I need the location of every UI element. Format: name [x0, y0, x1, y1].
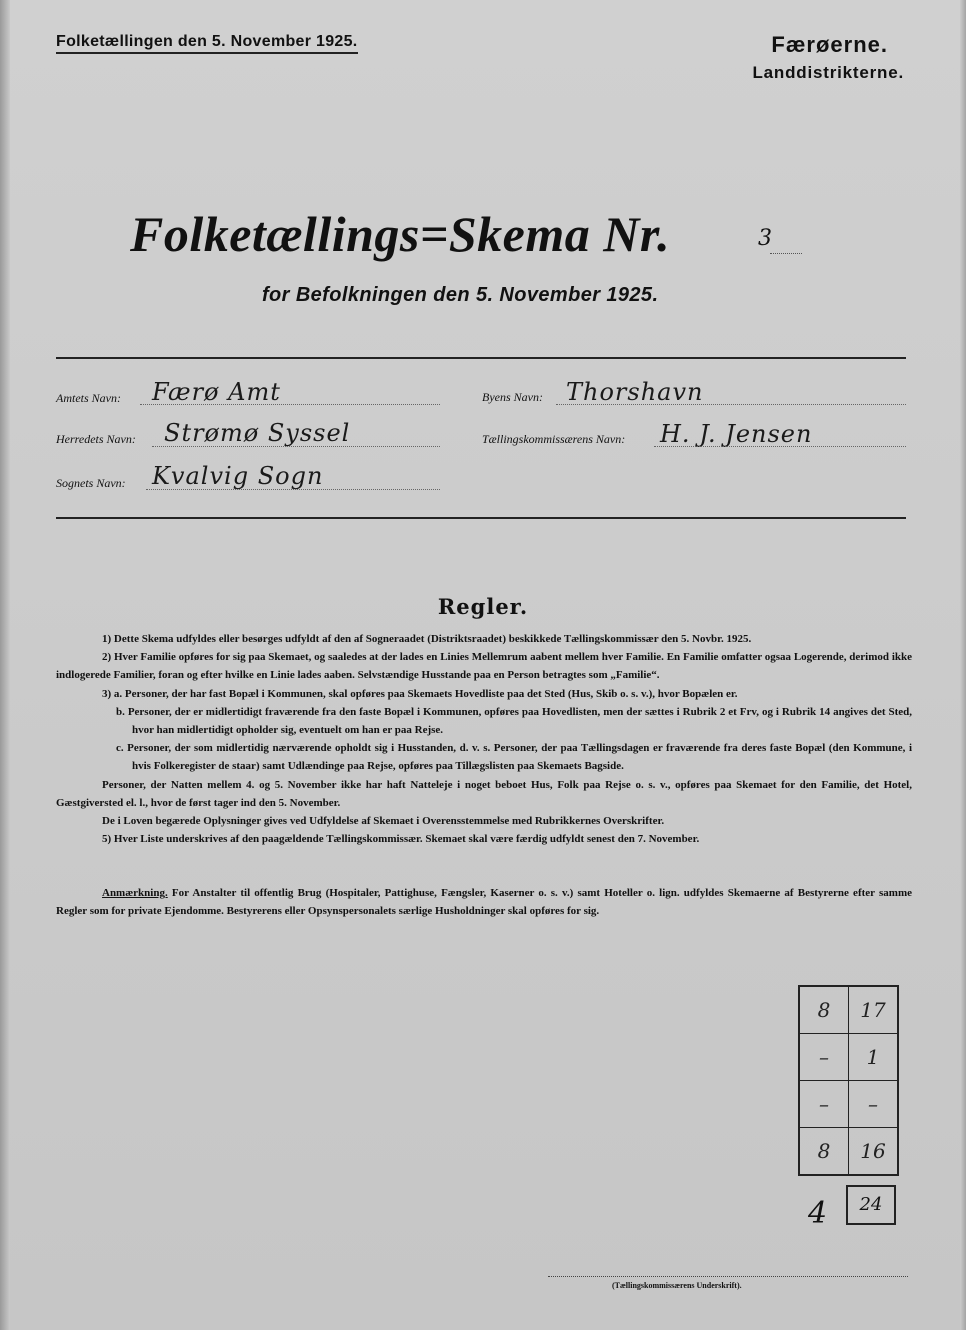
header-census-date: Folketællingen den 5. November 1925.	[56, 33, 358, 54]
by-dotline	[556, 404, 906, 405]
form-title: Folketællings=Skema Nr.	[130, 206, 671, 262]
tally-cell: –	[799, 1034, 849, 1081]
sogn-label: Sognets Navn:	[56, 476, 126, 490]
schema-number-handwritten: 3	[758, 226, 772, 251]
sogn-dotline	[146, 489, 440, 490]
header-region: Færøerne.	[771, 32, 888, 57]
signature-line	[548, 1276, 908, 1277]
rule-5: 5) Hver Liste underskrives af den paagældende Tællingskommissær. Skemaet skal være færdig udfyldt senest den 7. November.	[102, 833, 700, 846]
signature-caption: (Tællingskommissærens Underskrift).	[612, 1281, 742, 1290]
herred-label: Herredets Navn:	[56, 432, 136, 446]
tally-table	[798, 985, 899, 1176]
divider-top	[56, 357, 906, 359]
tally-total-left: 4	[808, 1196, 828, 1231]
tally-row	[799, 1081, 898, 1128]
rules-heading: Regler.	[437, 594, 529, 619]
by-label: Byens Navn:	[482, 390, 543, 404]
rule-3d: Personer, der Natten mellem 4. og 5. November ikke har haft Natteleje i noget beboet Hus, Folk paa Rejse o. s. v., opføres paa Skemaet for den Familie, det Hotel, Gæstgiversted el. l., hvor de først tager ind den 5. November.	[56, 778, 912, 809]
amt-label: Amtets Navn:	[56, 391, 121, 405]
tally-cell: 8	[799, 986, 849, 1034]
page-edge-shadow-right	[960, 0, 966, 1330]
rule-1: 1) Dette Skema udfyldes eller besørges udfyldt af den af Sogneraadet (Distriktsraadet) beskikkede Tællingskommissær den 5. Novbr. 1925.	[102, 633, 752, 645]
tally-cell: –	[849, 1081, 899, 1128]
rule-3a: 3) a. Personer, der har fast Bopæl i Kommunen, skal opføres paa Skemaets Hovedliste paa det Sted (Hus, Skib o. s. v.), hvor Bopælen er.	[102, 687, 738, 700]
tally-cell: 17	[849, 986, 899, 1034]
header-district-type: Landdistrikterne.	[752, 63, 904, 82]
rules-text	[56, 630, 912, 848]
amt-dotline	[140, 404, 440, 405]
annotation-lead: Anmærkning.	[102, 887, 168, 899]
rule-3c: c. Personer, der som midlertidig nærværende opholdt sig i Husstanden, d. v. s. Personer, der paa Tællingsdagen er fraværende fra deres faste Bopæl (den Kommune, i hvis Folkeregister de staar) samt Udlændinge paa Rejse, opføres paa Tillægslisten paa Skemaets Bagside.	[116, 742, 912, 773]
divider-bottom	[56, 517, 906, 519]
tally-cell: 8	[799, 1128, 849, 1176]
annotation-text: For Anstalter til offentlig Brug (Hospitaler, Pattighuse, Fængsler, Kaserner o. s. v.) samt Hoteller o. lign. udfyldes Skemaerne af Bestyrerne efter samme Regler som for private Ejendomme. Bestyrerens eller Opsynspersonalets særlige Husholdninger skal opføres for sig.	[56, 887, 912, 917]
kommissaer-value: H. J. Jensen	[660, 420, 813, 448]
tally-cell: 1	[849, 1034, 899, 1081]
schema-number-line	[770, 253, 802, 254]
tally-cell: 16	[849, 1128, 899, 1176]
page-edge-shadow	[0, 0, 10, 1330]
sogn-value: Kvalvig Sogn	[152, 462, 324, 490]
by-value: Thorshavn	[566, 378, 704, 406]
kommissaer-dotline	[654, 446, 906, 447]
annotation-paragraph	[56, 884, 912, 920]
form-subtitle: for Befolkningen den 5. November 1925.	[262, 284, 659, 306]
tally-row	[799, 1128, 898, 1176]
herred-dotline	[152, 446, 440, 447]
kommissaer-label: Tællingskommissærens Navn:	[482, 432, 626, 446]
tally-total-right: 24	[846, 1185, 896, 1225]
rule-3b: b. Personer, der er midlertidigt fraværende fra den faste Bopæl i Kommunen, opføres paa Hovedlisten, men der sættes i Rubrik 2 et Frv, og i Rubrik 14 angives det Sted, hvor han midlertidigt opholder sig, eventuelt om han er paa Rejse.	[116, 705, 912, 737]
tally-cell: –	[799, 1081, 849, 1128]
rule-4: De i Loven begærede Oplysninger gives ved Udfyldelse af Skemaet i Overensstemmelse med Rubrikkernes Overskrifter.	[102, 815, 665, 828]
rule-2: 2) Hver Familie opføres for sig paa Skemaet, og saaledes at der lades en Linies Mellemrum aabent mellem hver Familie. En Familie omfatter ogsaa Logerende, derimod ikke indlogerede Familier, foran og efter hvilke en Linie lades aaben. Selvstændige Husstande paa en Person betragtes som „Familie“.	[56, 651, 912, 682]
herred-value: Strømø Syssel	[164, 419, 351, 447]
tally-row	[799, 986, 898, 1034]
tally-row	[799, 1034, 898, 1081]
amt-value: Færø Amt	[152, 378, 281, 406]
